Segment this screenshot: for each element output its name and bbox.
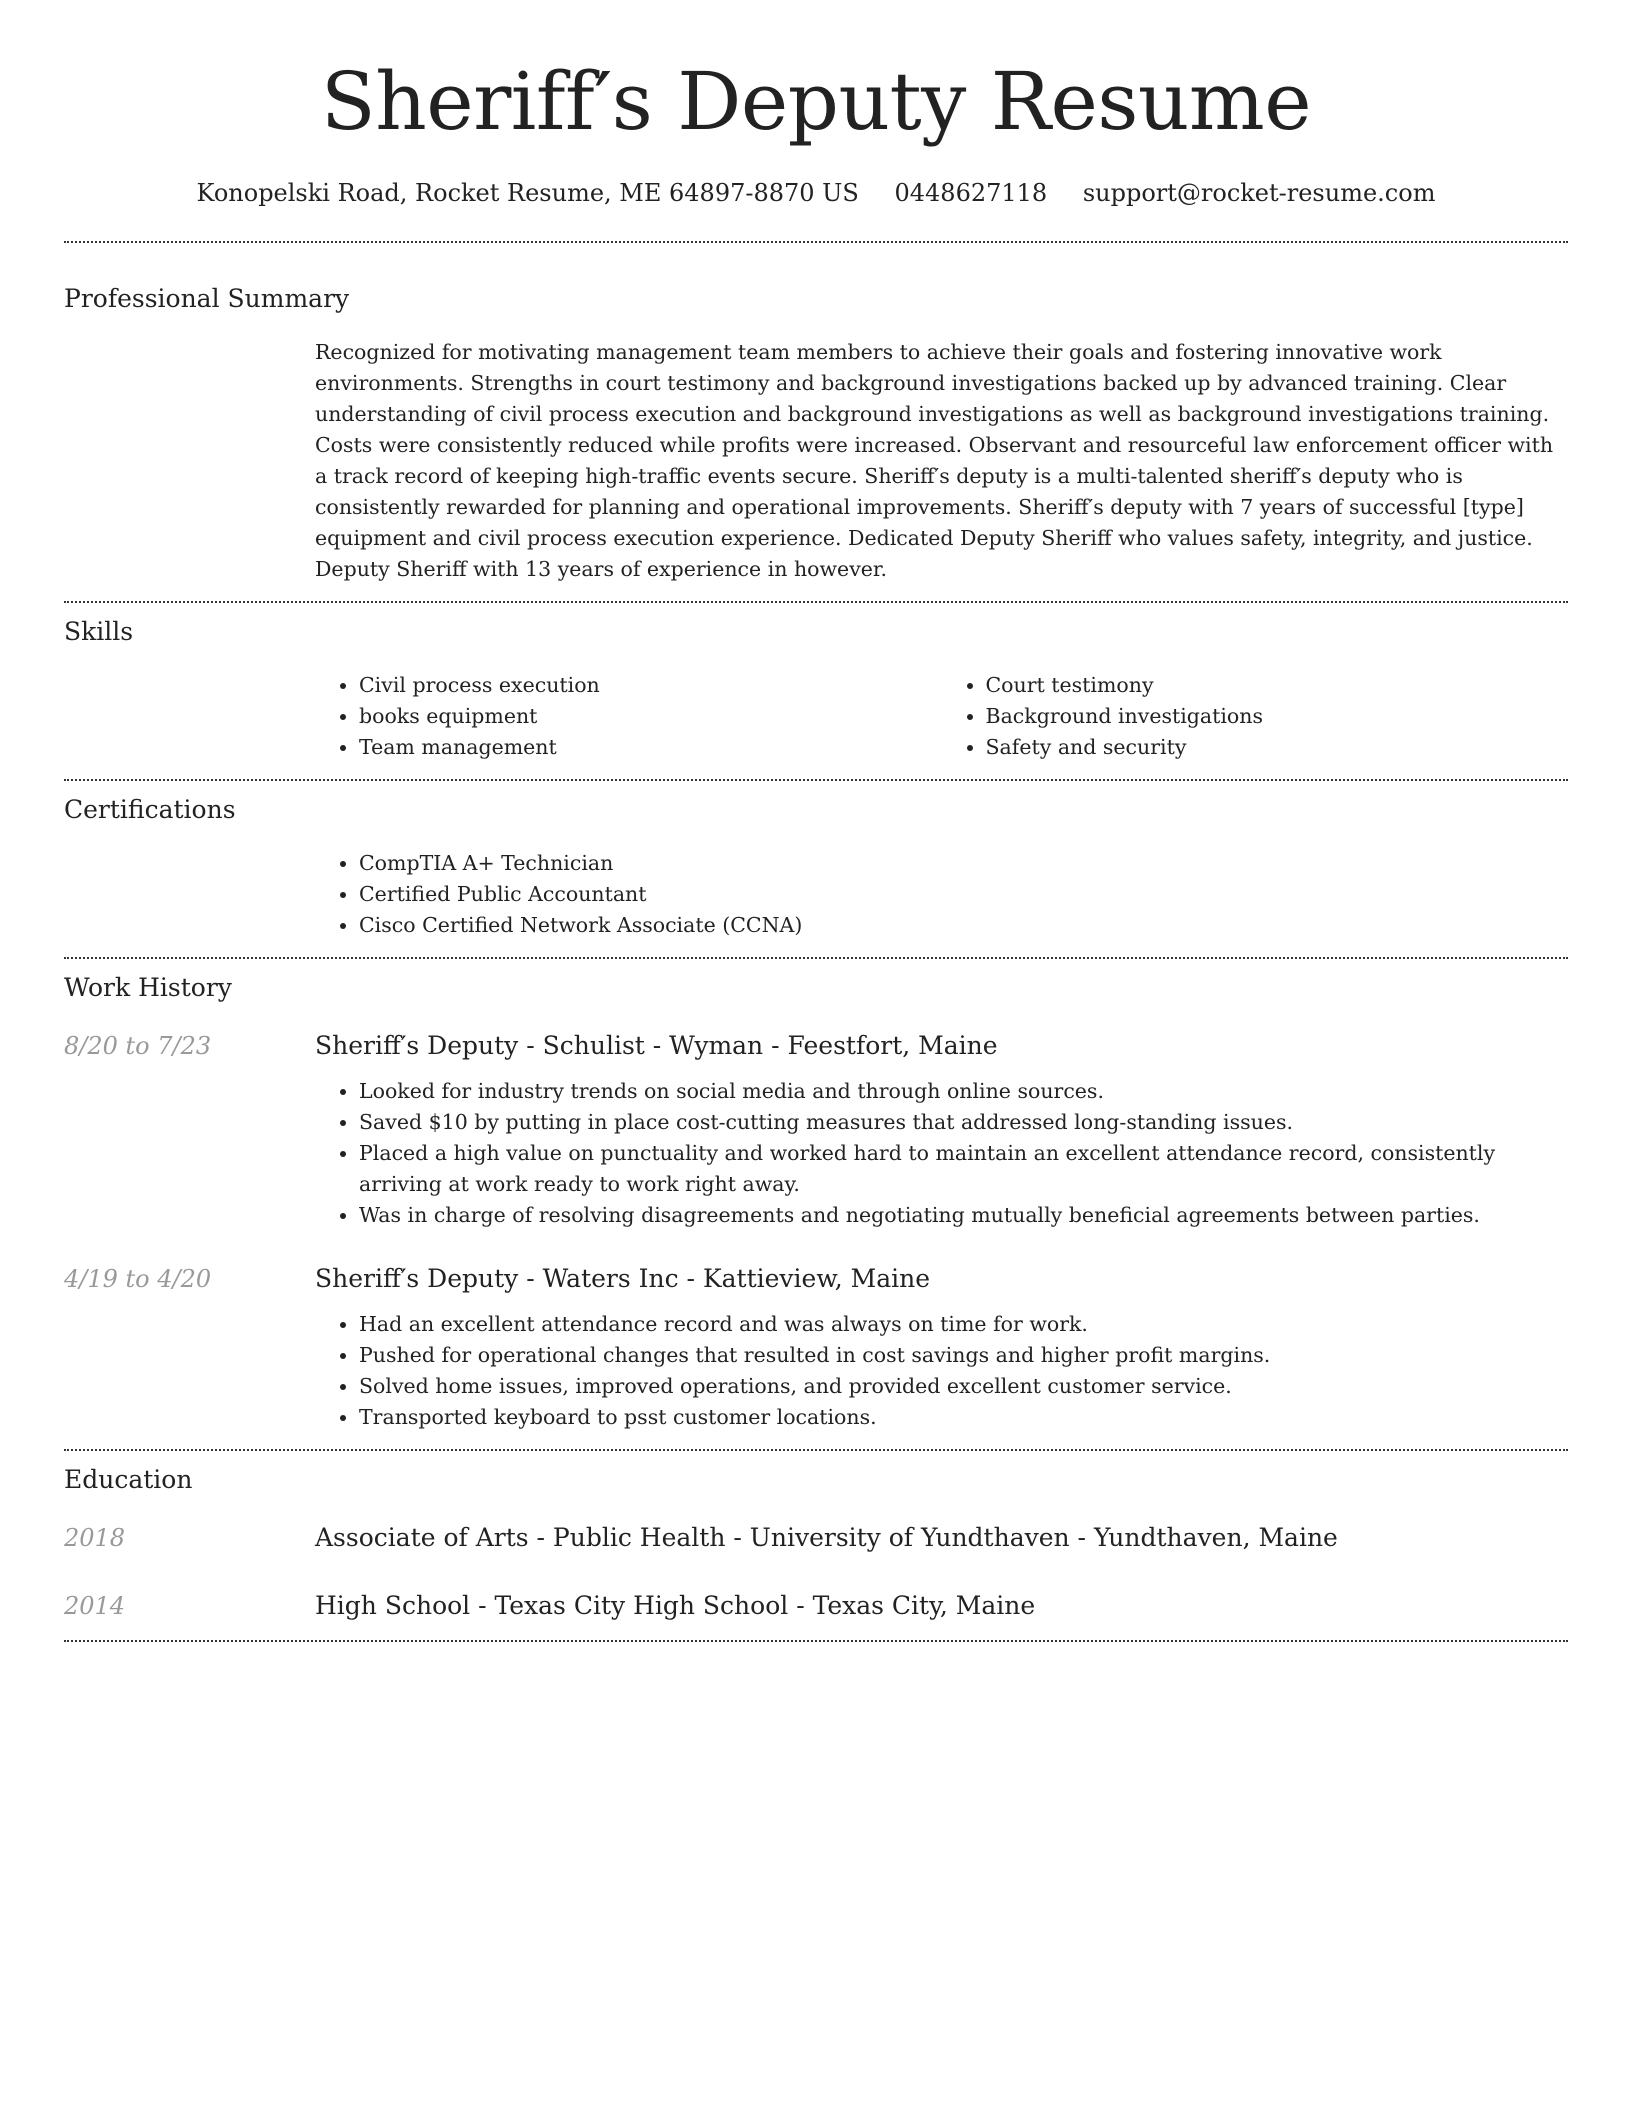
section-heading-certifications: Certifications	[64, 795, 236, 824]
contact-line	[64, 178, 1568, 208]
section-heading-education: Education	[64, 1465, 193, 1494]
job-bullet: • Looked for industry trends on social media and through online sources.	[359, 1076, 1568, 1107]
education-entry	[64, 1590, 1568, 1622]
certifications-section	[64, 781, 1568, 941]
job-bullet: • Had an excellent attendance record and was always on time for work.	[359, 1309, 1568, 1340]
education-year: 2018	[64, 1524, 126, 1552]
skills-section	[64, 603, 1568, 763]
job-dates: 4/19 to 4/20	[64, 1265, 212, 1293]
divider	[64, 1640, 1568, 1642]
job-entry	[64, 1030, 1568, 1231]
section-heading-skills: Skills	[64, 617, 134, 646]
skill-item: • Team management	[359, 732, 942, 763]
certifications-list	[315, 848, 1568, 941]
contact-email: support@rocket-resume.com	[1082, 179, 1436, 207]
section-heading-work: Work History	[64, 973, 232, 1002]
job-bullet: • Solved home issues, improved operations, and provided excellent customer service.	[359, 1371, 1568, 1402]
job-bullets	[315, 1076, 1568, 1231]
job-title: Sheriff′s Deputy - Schulist - Wyman - Feestfort, Maine	[315, 1031, 998, 1060]
work-history-section	[64, 959, 1568, 1433]
job-dates: 8/20 to 7/23	[64, 1032, 212, 1060]
education-entry	[64, 1522, 1568, 1554]
job-bullet: • Transported keyboard to psst customer locations.	[359, 1402, 1568, 1433]
education-title: High School - Texas City High School - Texas City, Maine	[315, 1591, 1036, 1620]
skill-item: • books equipment	[359, 701, 942, 732]
job-bullets	[315, 1309, 1568, 1433]
skill-item: • Background investigations	[986, 701, 1569, 732]
job-title: Sheriff′s Deputy - Waters Inc - Kattieview, Maine	[315, 1264, 931, 1293]
job-entry	[64, 1263, 1568, 1433]
education-section	[64, 1451, 1568, 1622]
summary-text: Recognized for motivating management team members to achieve their goals and fostering innovative work environments. Strengths in court testimony and background investigations backed up by advanced training. Clear understanding of civil process execution and background investigations as well as background investigations training. Costs were consistently reduced while profits were increased. Observant and resourceful law enforcement officer with a track record of keeping high-traffic events secure. Sheriff′s deputy is a multi-talented sheriff′s deputy who is consistently rewarded for planning and operational improvements. Sheriff′s deputy with 7 years of successful [type] equipment and civil process execution experience. Dedicated Deputy Sheriff who values safety, integrity, and justice. Deputy Sheriff with 13 years of experience in however.	[315, 340, 1554, 581]
skill-item: • Safety and security	[986, 732, 1569, 763]
contact-phone: 0448627118	[894, 179, 1048, 207]
education-title: Associate of Arts - Public Health - University of Yundthaven - Yundthaven, Maine	[315, 1523, 1338, 1552]
section-heading-summary: Professional Summary	[64, 284, 350, 313]
certification-item: • Certified Public Accountant	[359, 879, 1568, 910]
certification-item: • Cisco Certified Network Associate (CCNA)	[359, 910, 1568, 941]
contact-address: Konopelski Road, Rocket Resume, ME 64897-8870 US	[196, 179, 859, 207]
certification-item: • CompTIA A+ Technician	[359, 848, 1568, 879]
education-year: 2014	[64, 1592, 126, 1620]
job-bullet: • Was in charge of resolving disagreements and negotiating mutually beneficial agreements between parties.	[359, 1200, 1568, 1231]
job-bullet: • Pushed for operational changes that resulted in cost savings and higher profit margins.	[359, 1340, 1568, 1371]
summary-section	[64, 243, 1568, 585]
job-bullet: • Saved $10 by putting in place cost-cutting measures that addressed long-standing issues.	[359, 1107, 1568, 1138]
resume-page	[64, 0, 1568, 1642]
skills-list-right	[942, 670, 1569, 763]
skill-item: • Civil process execution	[359, 670, 942, 701]
job-bullet: • Placed a high value on punctuality and worked hard to maintain an excellent attendance record, consistently arriving at work ready to work right away.	[359, 1138, 1568, 1200]
skill-item: • Court testimony	[986, 670, 1569, 701]
skills-list-left	[315, 670, 942, 763]
resume-title: Sheriff′s Deputy Resume	[320, 55, 1312, 148]
